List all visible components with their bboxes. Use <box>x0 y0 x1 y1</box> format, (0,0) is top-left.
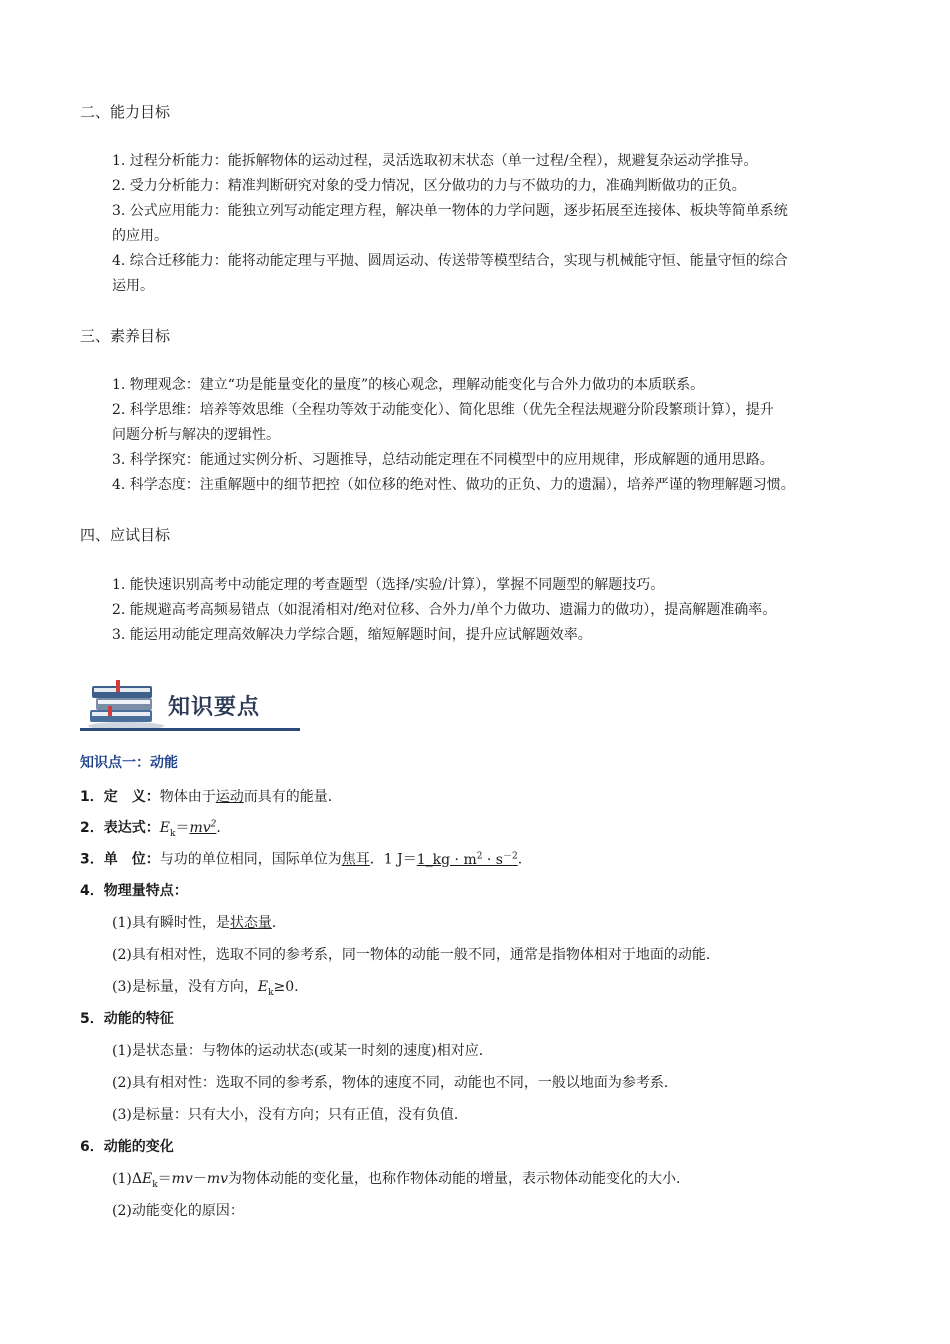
unit-formula <box>417 852 518 868</box>
banner-underline <box>80 728 300 731</box>
literacy-item-2: 2. 科学思维：培养等效思维（全程功等效于动能变化）、简化思维（优先全程法规避分阶段繁琐计算），提升 <box>112 402 774 418</box>
definition-text-a: 物体由于 <box>159 789 216 805</box>
banner-title: 知识要点 <box>168 695 261 720</box>
change-1-minus: － <box>192 1171 207 1187</box>
unit-formula-a: 1_kg · m <box>416 851 477 868</box>
ability-item-3-cont: 的应用。 <box>112 228 168 244</box>
literacy-item-1: 1. 物理观念：建立“功是能量变化的量度”的核心观念，理解动能变化与合外力做功的本质联系。 <box>112 377 705 393</box>
unit-sup1: 2 <box>476 851 483 861</box>
feature-1-underline: 状态量 <box>229 915 272 931</box>
change-1-mv: mv <box>171 1171 193 1187</box>
unit-line <box>80 848 522 869</box>
exam-item-1: 1. 能快速识别高考中动能定理的考查题型（选择/实验/计算），掌握不同题型的解题技巧。 <box>112 577 665 593</box>
ability-item-1: 1. 过程分析能力：能拆解物体的运动过程，灵活选取初末状态（单一过程/全程），规避复杂运动学推导。 <box>112 153 758 169</box>
expression-k: k <box>169 828 176 839</box>
characteristic-3: (3)是标量：只有大小，没有方向；只有正值，没有负值． <box>112 1107 468 1123</box>
expression-e: E <box>159 820 170 836</box>
section-title-exam: 四、应试目标 <box>80 526 171 544</box>
literacy-item-3: 3. 科学探究：能通过实例分析、习题推导，总结动能定理在不同模型中的应用规律，形成解题的通用思路。 <box>112 452 774 468</box>
feature-1-a: (1)具有瞬时性，是 <box>112 915 230 931</box>
section-title-literacy: 三、素养目标 <box>80 327 171 345</box>
feature-3-b: ≥0. <box>273 979 299 995</box>
expression-eq: ＝ <box>175 820 190 836</box>
unit-text-a: 与功的单位相同，国际单位为 <box>159 851 342 868</box>
change-1-e: E <box>141 1171 153 1187</box>
section-title-ability: 二、能力目标 <box>80 103 171 121</box>
change-heading <box>80 1136 174 1156</box>
feature-3-a: (3)是标量，没有方向， <box>112 979 258 995</box>
expression-mv-text: mv <box>189 820 211 836</box>
literacy-item-4: 4. 科学态度：注重解题中的细节把控（如位移的绝对性、做功的正负、力的遗漏），培养严谨的物理解题习惯。 <box>112 477 795 493</box>
literacy-item-2-cont: 问题分析与解决的逻辑性。 <box>112 427 280 443</box>
ability-item-2: 2. 受力分析能力：精准判断研究对象的受力情况，区分做功的力与不做功的力，准确判断做功的正负。 <box>112 178 746 194</box>
change-1-a: (1)Δ <box>112 1171 142 1187</box>
change-label: 6．动能的变化 <box>80 1139 174 1155</box>
feature-3-k: k <box>268 987 274 998</box>
features-label: 4．物理量特点： <box>80 883 188 899</box>
features-heading <box>80 880 188 900</box>
characteristics-heading <box>80 1008 174 1028</box>
knowledge-banner <box>80 674 300 734</box>
exam-item-3: 3. 能运用动能定理高效解决力学综合题，缩短解题时间，提升应试解题效率。 <box>112 627 592 643</box>
change-1-b: 为物体动能的变化量，也称作物体动能的增量，表示物体动能变化的大小． <box>228 1171 691 1187</box>
expression-end: . <box>216 820 221 836</box>
definition-underline: 运动 <box>215 789 244 805</box>
unit-formula-mid: · s <box>482 851 503 868</box>
ability-item-4-cont: 运用。 <box>112 278 154 294</box>
expression-sup: 2 <box>210 819 217 830</box>
feature-3-e: E <box>257 979 269 995</box>
characteristic-1: (1)是状态量：与物体的运动状态(或某一时刻的速度)相对应． <box>112 1043 493 1059</box>
change-1-mv2: mv <box>206 1171 229 1187</box>
books-icon <box>86 676 164 730</box>
feature-2: (2)具有相对性，选取不同的参考系，同一物体的动能一般不同，通常是指物体相对于地面的动能． <box>112 947 720 963</box>
knowledge-point-heading: 知识点一：动能 <box>80 755 178 771</box>
exam-item-2: 2. 能规避高考高频易错点（如混淆相对/绝对位移、合外力/单个力做功、遗漏力的做功），提高解题准确率。 <box>112 602 777 618</box>
ability-item-3: 3. 公式应用能力：能独立列写动能定理方程，解决单一物体的力学问题，逐步拓展至连接体、板块等简单系统 <box>112 203 788 219</box>
unit-underline: 焦耳 <box>341 851 370 868</box>
unit-label: 3．单 位： <box>80 851 160 868</box>
definition-label: 1．定 义： <box>80 789 160 805</box>
change-1 <box>112 1168 690 1190</box>
feature-1 <box>112 912 286 932</box>
characteristic-2: (2)具有相对性：选取不同的参考系，物体的速度不同，动能也不同，一般以地面为参考系． <box>112 1075 678 1091</box>
ability-item-4: 4. 综合迁移能力：能将动能定理与平抛、圆周运动、传送带等模型结合，实现与机械能守恒、能量守恒的综合 <box>112 253 788 269</box>
definition-line <box>80 786 342 806</box>
feature-1-b: ． <box>271 915 286 931</box>
expression-line <box>80 817 221 839</box>
feature-3 <box>112 976 299 998</box>
expression-mv <box>189 820 216 836</box>
unit-end: . <box>517 851 523 868</box>
characteristics-label: 5．动能的特征 <box>80 1011 174 1027</box>
change-1-eq: ＝ <box>157 1171 172 1187</box>
expression-label: 2．表达式： <box>80 820 160 836</box>
unit-text-b: ．1 J＝ <box>369 851 417 868</box>
change-2: (2)动能变化的原因： <box>112 1203 244 1219</box>
change-1-k: k <box>152 1179 158 1190</box>
unit-sup2: －2 <box>503 851 518 861</box>
definition-text-b: 而具有的能量． <box>243 789 342 805</box>
